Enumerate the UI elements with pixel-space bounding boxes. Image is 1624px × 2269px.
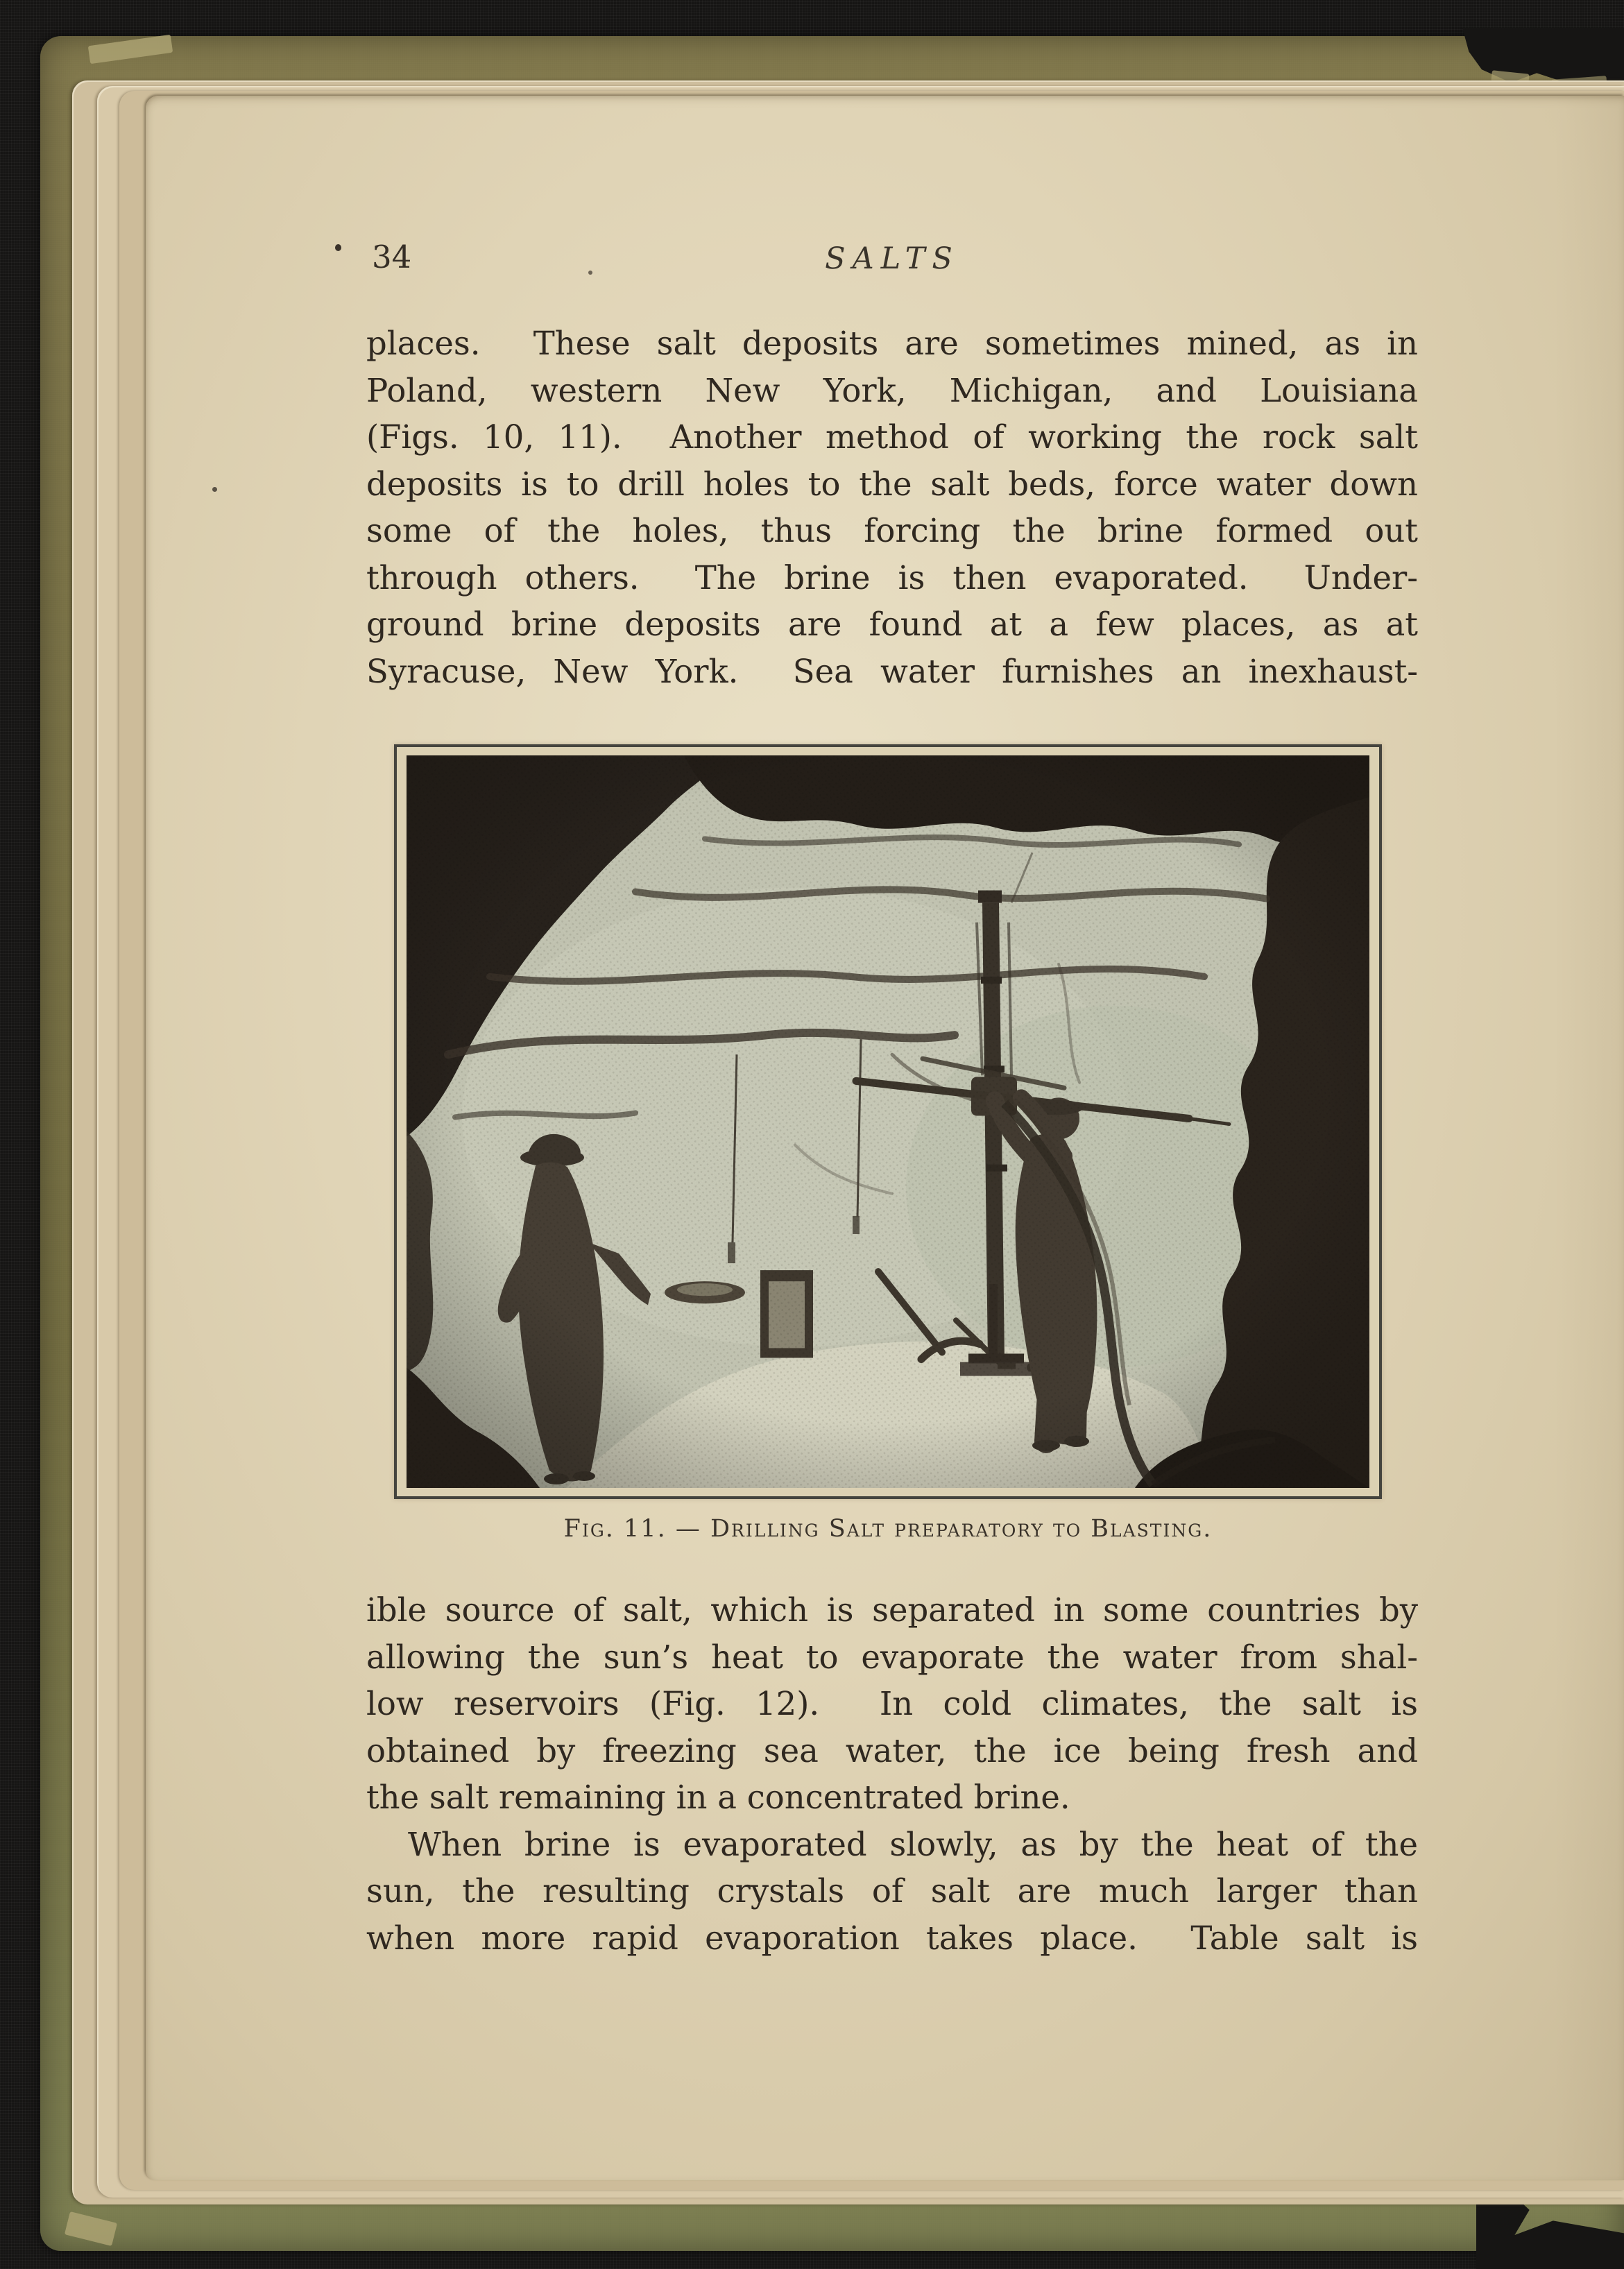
text-line: allowing the sun’s heat to evaporate the water from shal-	[366, 1638, 1418, 1676]
ink-speck	[212, 487, 217, 492]
paragraph-block-1	[366, 320, 1418, 695]
text-line: (Figs. 10, 11). Another method of working the rock salt	[366, 418, 1418, 456]
text-line: ible source of salt, which is separated in some countries by	[366, 1591, 1418, 1629]
figure-caption: Fig. 11. — Drilling Salt preparatory to Blasting.	[563, 1515, 1213, 1543]
running-head: SALTS	[825, 241, 959, 276]
text-line: when more rapid evaporation takes place. Table salt is	[366, 1919, 1418, 1957]
vignette-overlay	[407, 755, 1369, 1488]
text-line: ground brine deposits are found at a few places, as at	[366, 606, 1418, 643]
paragraph-block-2	[366, 1587, 1418, 1962]
gutter-fold-shadow	[1554, 96, 1624, 2180]
text-line: low reservoirs (Fig. 12). In cold climates, the salt is	[366, 1685, 1418, 1722]
text-line: some of the holes, thus forcing the brine formed out	[366, 512, 1418, 549]
text-line: places. These salt deposits are sometimes mined, as in	[366, 325, 1418, 362]
text-line: sun, the resulting crystals of salt are much larger than	[366, 1872, 1418, 1910]
figure-11-frame	[394, 744, 1382, 1499]
text-line: Syracuse, New York. Sea water furnishes an inexhaust-	[366, 652, 1418, 690]
text-line: obtained by freezing sea water, the ice being fresh and	[366, 1731, 1418, 1770]
page-number: 34	[372, 239, 412, 275]
text-line: the salt remaining in a concentrated brine.	[366, 1779, 1070, 1816]
text-line: deposits is to drill holes to the salt beds, force water down	[366, 465, 1418, 503]
figure-photo-salt-mine	[407, 755, 1369, 1488]
ink-speck	[335, 244, 341, 251]
text-line: Poland, western New York, Michigan, and Louisiana	[366, 371, 1418, 409]
text-line: When brine is evaporated slowly, as by the heat of the	[408, 1825, 1418, 1863]
text-line: through others. The brine is then evaporated. Under-	[366, 558, 1418, 597]
